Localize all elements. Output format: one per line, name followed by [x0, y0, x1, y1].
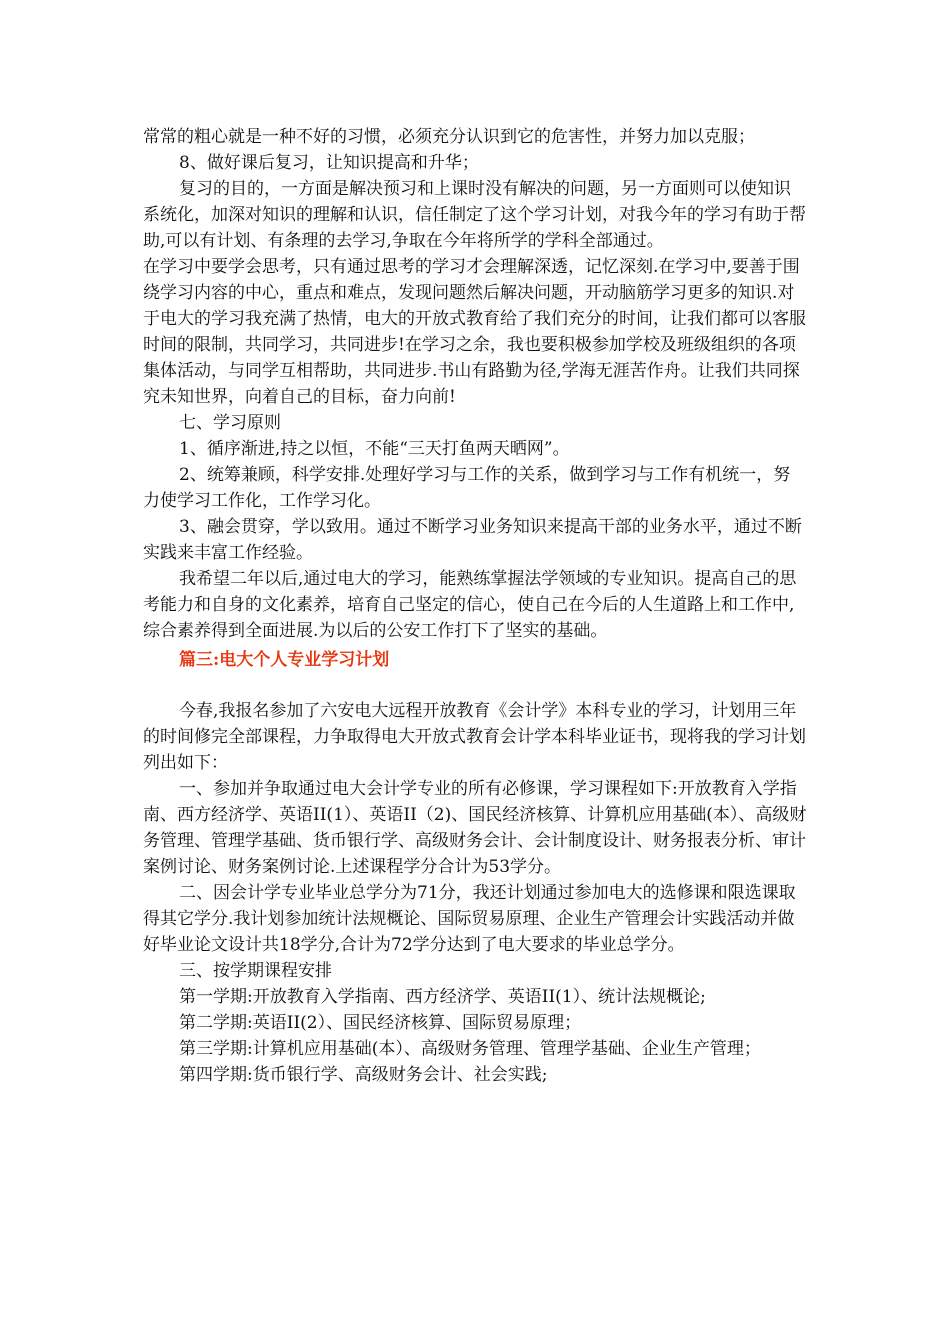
- plan-item-2: 二、因会计学专业毕业总学分为71分，我还计划通过参加电大的选修课和限选课取得其它学分.我计划参加统计法规概论、国际贸易原理、企业生产管理会计实践活动并做好毕业论文设计共18学分,合计为72学分达到了电大要求的毕业总学分。: [143, 883, 796, 955]
- paragraph-intro: 今春,我报名参加了六安电大远程开放教育《会计学》本科专业的学习，计划用三年的时间修完全部课程，力争取得电大开放式教育会计学本科毕业证书，现将我的学习计划列出如下：: [143, 701, 806, 773]
- paragraph-review-purpose: 复习的目的，一方面是解决预习和上课时没有解决的问题，另一方面则可以使知识系统化，加深对知识的理解和认识，信任制定了这个学习计划，对我今年的学习有助于帮助,可以有计划、有条理的去学习,争取在今年将所学的学科全部通过。: [143, 179, 806, 251]
- principle-item-1: 1、循序渐进,持之以恒，不能“三天打鱼两天晒网”。: [179, 439, 570, 459]
- principle-item-2: 2、统筹兼顾，科学安排.处理好学习与工作的关系，做到学习与工作有机统一，努力使学习工作化，工作学习化。: [143, 465, 791, 511]
- section-title-principles: 七、学习原则: [179, 413, 281, 433]
- document-body: [143, 124, 807, 1088]
- article-heading: 篇三:电大个人专业学习计划: [179, 650, 390, 670]
- semester-2: 第二学期:英语II(2）、国民经济核算、国际贸易原理；: [179, 1013, 582, 1033]
- paragraph-review-item: 8、做好课后复习，让知识提高和升华；: [179, 153, 479, 173]
- paragraph-learning-thinking: 在学习中要学会思考，只有通过思考的学习才会理解深透，记忆深刻.在学习中,要善于围绕学习内容的中心，重点和难点，发现问题然后解决问题，开动脑筋学习更多的知识.对于电大的学习我充满了热情，电大的开放式教育给了我们充分的时间，让我们都可以客服时间的限制，共同学习，共同进步!在学习之余，我也要积极参加学校及班级组织的各项集体活动，与同学互相帮助，共同进步.书山有路勤为径,学海无涯苦作舟。让我们共同探究未知世界，向着自己的目标，奋力向前!: [143, 257, 806, 407]
- principle-item-3: 3、融会贯穿，学以致用。通过不断学习业务知识来提高干部的业务水平，通过不断实践来丰富工作经验。: [143, 517, 802, 563]
- plan-item-3-title: 三、按学期课程安排: [179, 961, 332, 981]
- plan-item-1: 一、参加并争取通过电大会计学专业的所有必修课，学习课程如下:开放教育入学指南、西方经济学、英语II(1）、英语II（2)、国民经济核算、计算机应用基础(本）、高级财务管理、管理学基础、货币银行学、高级财务会计、会计制度设计、财务报表分析、审计案例讨论、财务案例讨论.上述课程学分合计为53学分。: [143, 779, 807, 877]
- paragraph-hope: 我希望二年以后,通过电大的学习，能熟练掌握法学领域的专业知识。提高自己的思考能力和自身的文化素养，培育自己坚定的信心，使自己在今后的人生道路上和工作中,综合素养得到全面进展.为以后的公安工作打下了坚实的基础。: [143, 569, 797, 641]
- semester-1: 第一学期:开放教育入学指南、西方经济学、英语II(1）、统计法规概论;: [179, 987, 706, 1007]
- semester-4: 第四学期:货币银行学、高级财务会计、社会实践;: [179, 1065, 548, 1085]
- semester-3: 第三学期:计算机应用基础(本）、高级财务管理、管理学基础、企业生产管理；: [179, 1039, 761, 1059]
- paragraph-continuation: 常常的粗心就是一种不好的习惯，必须充分认识到它的危害性，并努力加以克服；: [143, 127, 755, 147]
